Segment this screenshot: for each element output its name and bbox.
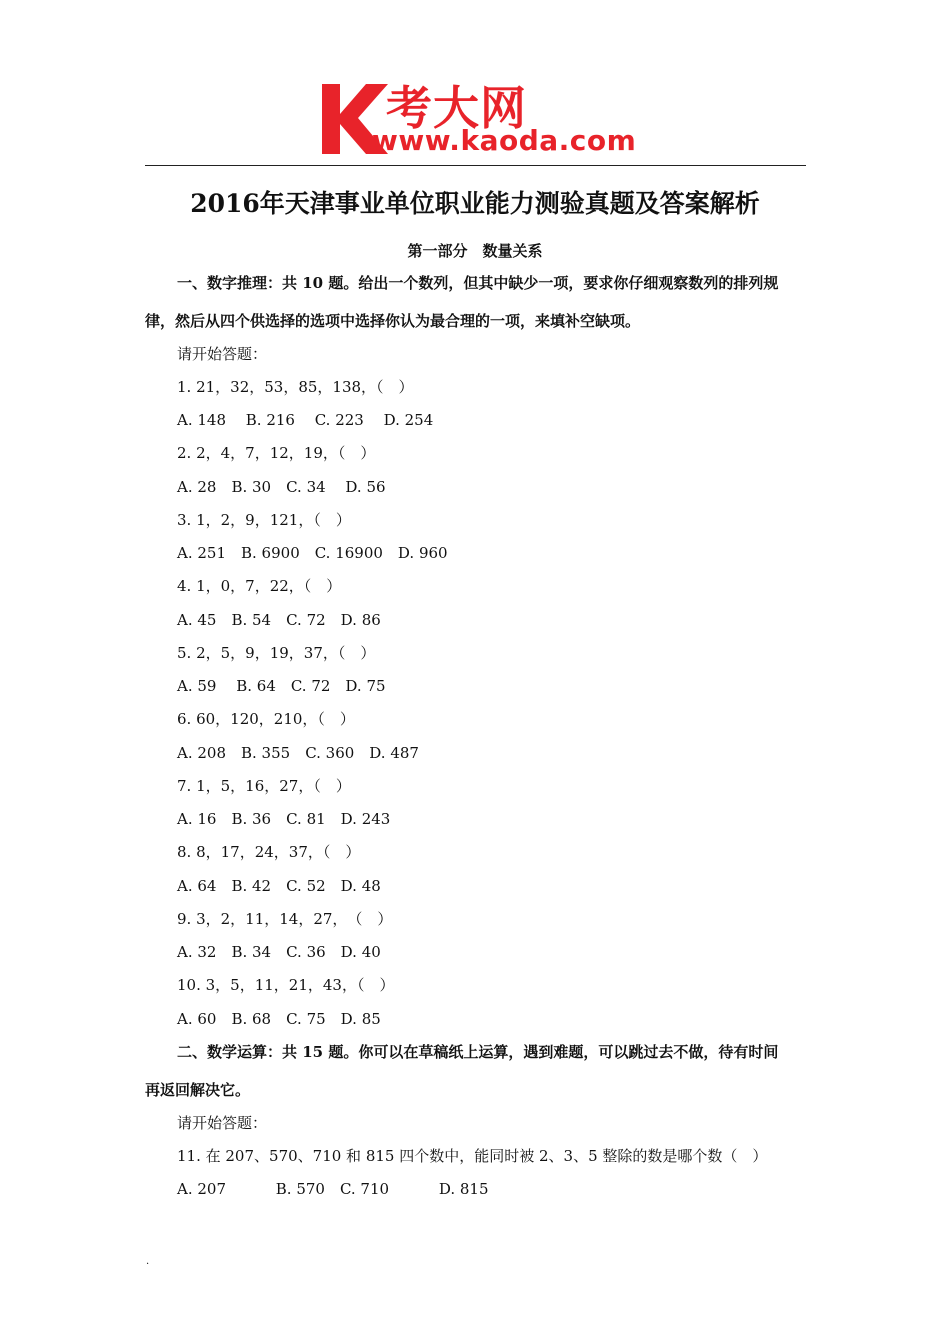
options-10: A. 60 B. 68 C. 75 D. 85 xyxy=(177,1010,381,1028)
part2-start-prompt: 请开始答题： xyxy=(177,1114,268,1132)
options-3: A. 251 B. 6900 C. 16900 D. 960 xyxy=(177,544,448,562)
question-11: 11. 在 207、570、710 和 815 四个数中，能同时被 2、3、5 整除的数是哪个数（ ） xyxy=(177,1147,768,1165)
question-2: 2. 2，4，7，12，19，（ ） xyxy=(177,444,376,462)
part1-start-prompt: 请开始答题： xyxy=(177,345,268,363)
options-9: A. 32 B. 34 C. 36 D. 40 xyxy=(177,943,381,961)
options-7: A. 16 B. 36 C. 81 D. 243 xyxy=(177,810,391,828)
options-5: A. 59 B. 64 C. 72 D. 75 xyxy=(177,677,386,695)
question-8: 8. 8，17，24，37，（ ） xyxy=(177,843,361,861)
part1-intro-line1: 一、数字推理：共 10 题。给出一个数列，但其中缺少一项，要求你仔细观察数列的排列规 xyxy=(177,274,779,292)
options-6: A. 208 B. 355 C. 360 D. 487 xyxy=(177,744,419,762)
part2-intro-line1: 二、数学运算：共 15 题。你可以在草稿纸上运算，遇到难题，可以跳过去不做，待有时间 xyxy=(177,1043,779,1061)
logo-brand-text: 考大网 xyxy=(386,81,527,135)
question-10: 10. 3，5，11，21，43，（ ） xyxy=(177,976,395,994)
options-11: A. 207 B. 570 C. 710 D. 815 xyxy=(177,1180,489,1198)
question-4: 4. 1，0，7，22，（ ） xyxy=(177,577,342,595)
question-7: 7. 1，5，16，27，（ ） xyxy=(177,777,351,795)
part1-intro-line2: 律，然后从四个供选择的选项中选择你认为最合理的一项，来填补空缺项。 xyxy=(145,312,641,330)
question-9: 9. 3，2，11，14，27， （ ） xyxy=(177,910,393,928)
options-1: A. 148 B. 216 C. 223 D. 254 xyxy=(177,411,434,429)
question-1: 1. 21，32，53，85，138，（ ） xyxy=(177,378,414,396)
options-8: A. 64 B. 42 C. 52 D. 48 xyxy=(177,877,381,895)
section-heading: 第一部分 数量关系 xyxy=(407,242,543,260)
question-5: 5. 2，5，9，19，37，（ ） xyxy=(177,644,376,662)
header-divider xyxy=(145,165,806,166)
part2-intro-line2: 再返回解决它。 xyxy=(145,1081,251,1099)
footer-mark: . xyxy=(146,1256,150,1267)
kaoda-logo xyxy=(318,78,648,160)
options-4: A. 45 B. 54 C. 72 D. 86 xyxy=(177,611,381,629)
question-6: 6. 60，120，210，（ ） xyxy=(177,710,355,728)
options-2: A. 28 B. 30 C. 34 D. 56 xyxy=(177,478,386,496)
question-3: 3. 1，2，9，121，（ ） xyxy=(177,511,351,529)
logo-url-text: www.kaoda.com xyxy=(372,124,637,157)
page-title: 2016年天津事业单位职业能力测验真题及答案解析 xyxy=(190,189,760,218)
